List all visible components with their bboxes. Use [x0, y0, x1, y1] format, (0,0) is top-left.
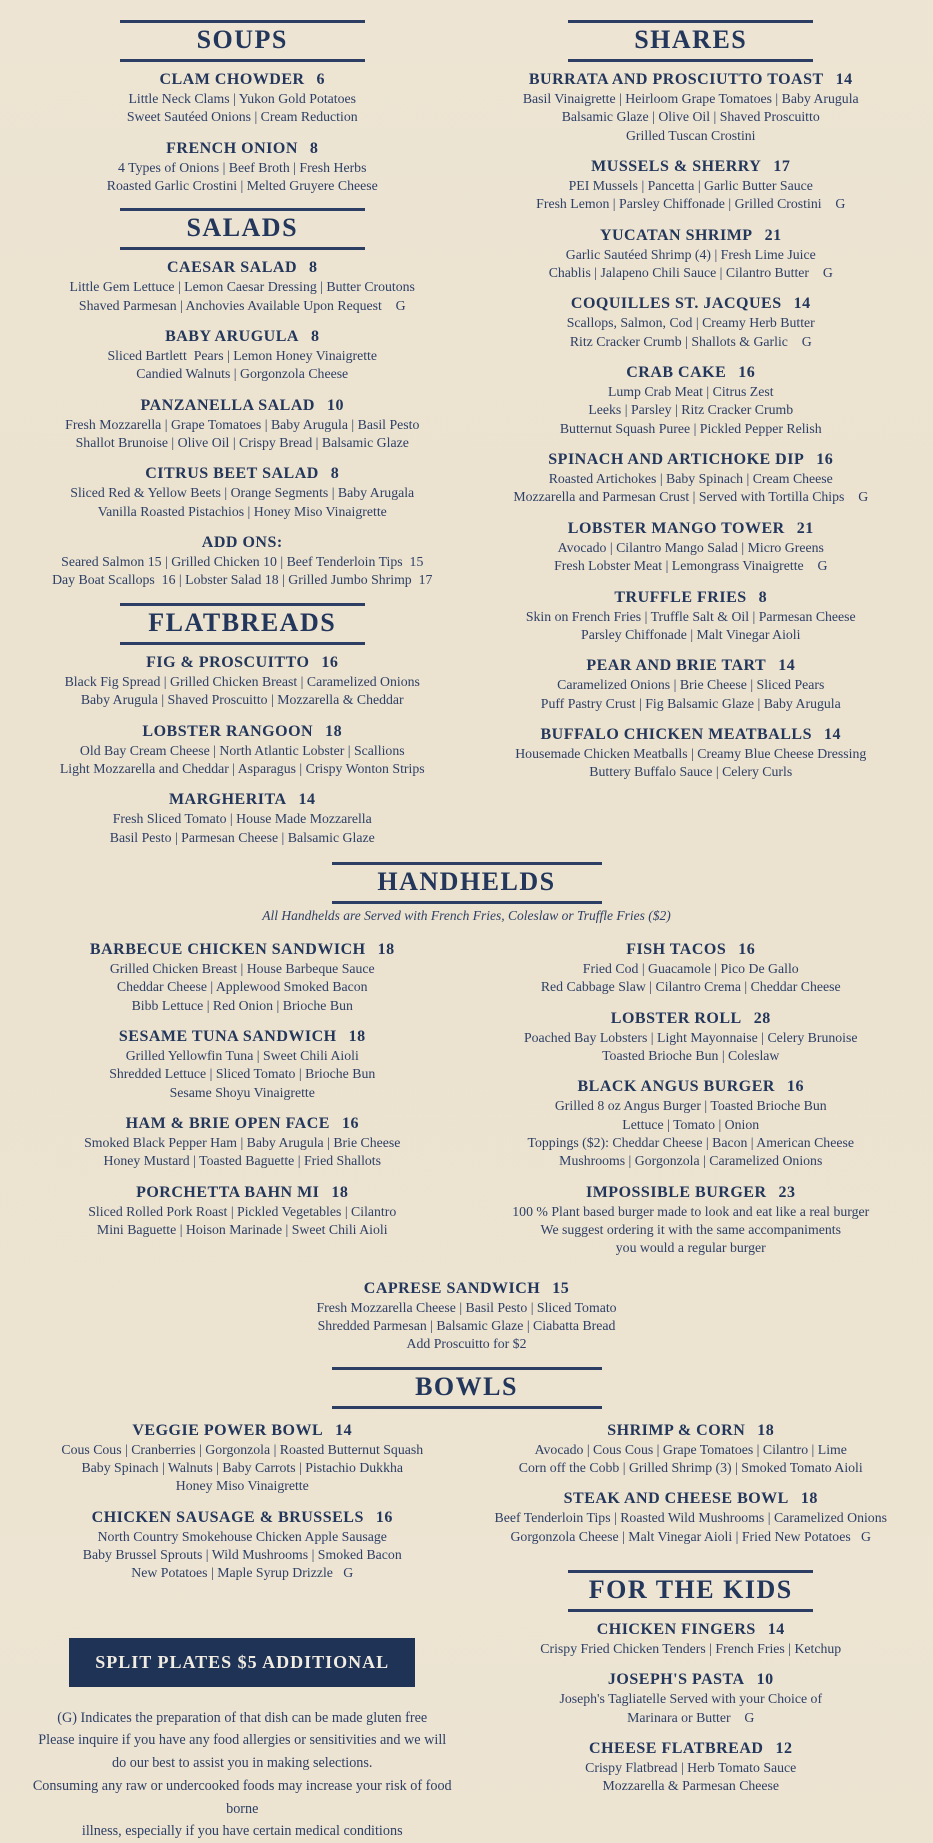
bowls-title: BOWLS [332, 1367, 602, 1409]
item-name: CAESAR SALAD [166, 259, 298, 277]
item-price: 16 [375, 1508, 393, 1526]
item-price: 18 [325, 722, 343, 740]
menu-item [24, 140, 461, 196]
item-price: 16 [738, 364, 756, 382]
item-description-line: Housemade Chicken Meatballs | Creamy Blue Cheese Dressing [515, 745, 867, 761]
item-price: 17 [773, 158, 791, 176]
item-name: HAM & BRIE OPEN FACE [125, 1114, 330, 1132]
item-price: 16 [738, 940, 756, 958]
item-name: BLACK ANGUS BURGER [577, 1078, 775, 1096]
item-name-price [473, 1422, 910, 1440]
item-description-line: Joseph's Tagliatelle Served with your Choice of [559, 1691, 823, 1707]
salads-title: SALADS [120, 208, 365, 250]
item-description-line: Old Bay Cream Cheese | North Atlantic Lobster | Scallions [79, 742, 405, 758]
item-name-price [24, 140, 461, 158]
item-name: BARBECUE CHICKEN SANDWICH [89, 940, 366, 958]
kids-section-header [473, 1570, 910, 1612]
menu-item [473, 158, 910, 214]
item-name: LOBSTER MANGO TOWER [567, 519, 785, 537]
flatbreads-title: FLATBREADS [120, 603, 365, 645]
item-price: 14 [824, 725, 841, 743]
item-description-line: Red Cabbage Slaw | Cilantro Crema | Cheddar Cheese [540, 979, 841, 995]
item-description-line: 4 Types of Onions | Beef Broth | Fresh Herbs [118, 159, 367, 175]
item-description-line: Crispy Flatbread | Herb Tomato Sauce [585, 1760, 797, 1776]
item-description-line: Marinara or Butter G [627, 1709, 755, 1725]
item-description-line: Light Mozzarella and Cheddar | Asparagus | Crispy Wonton Strips [59, 760, 425, 776]
item-description-line: Fried Cod | Guacamole | Pico De Gallo [582, 960, 799, 976]
split-plates-banner: SPLIT PLATES $5 ADDITIONAL [69, 1638, 415, 1687]
item-price: 18 [331, 1183, 349, 1201]
bowls-section-header [18, 1367, 915, 1409]
item-price: 14 [835, 71, 853, 88]
bowls-left-items [24, 1422, 461, 1583]
item-name: PANZANELLA SALAD [140, 396, 315, 414]
item-description-line: Shredded Lettuce | Sliced Tomato | Brioche Bun [109, 1066, 376, 1082]
item-description-line: Toasted Brioche Bun | Coleslaw [602, 1047, 780, 1063]
menu-item [473, 726, 910, 782]
item-description-line: Vanilla Roasted Pistachios | Honey Miso Vinaigrette [97, 503, 387, 519]
menu-item [473, 227, 910, 283]
item-price: 14 [793, 295, 811, 313]
item-name: IMPOSSIBLE BURGER [585, 1183, 767, 1201]
item-description-line: Crispy Fried Chicken Tenders | French Fries | Ketchup [540, 1641, 842, 1657]
item-name-price [473, 1078, 910, 1096]
item-name: LOBSTER RANGOON [142, 722, 314, 740]
item-name-price [24, 534, 461, 552]
menu-item [473, 1621, 910, 1658]
item-price: 8 [330, 465, 340, 483]
item-name-price [473, 71, 910, 89]
item-price: 8 [758, 588, 768, 606]
item-name: LOBSTER ROLL [610, 1009, 742, 1027]
item-name-price [24, 328, 461, 346]
item-name: JOSEPH'S PASTA [607, 1671, 745, 1689]
menu-item [24, 259, 461, 315]
salads-section-header [24, 208, 461, 250]
menu-item [18, 1280, 915, 1354]
footer-line: Please inquire if you have any food allergies or sensitivities and we will [38, 1732, 447, 1749]
item-price: 21 [764, 226, 782, 244]
handhelds-section-header [18, 862, 915, 904]
item-description-line: North Country Smokehouse Chicken Apple Sausage [97, 1528, 387, 1544]
item-description-line: Mozzarella & Parmesan Cheese [602, 1778, 780, 1794]
item-name-price [24, 654, 461, 672]
menu-item [24, 1422, 461, 1496]
item-description-line: Parsley Chiffonade | Malt Vinegar Aioli [581, 626, 801, 642]
item-description-line: Basil Vinaigrette | Heirloom Grape Tomatoes | Baby Arugula [522, 91, 859, 106]
menu-item [473, 1010, 910, 1066]
item-name: CAPRESE SANDWICH [363, 1279, 541, 1297]
soups-section-header [24, 20, 461, 62]
menu-item [24, 1115, 461, 1171]
item-description-line: Black Fig Spread | Grilled Chicken Breast | Caramelized Onions [64, 673, 420, 689]
item-name: COQUILLES ST. JACQUES [570, 295, 782, 313]
item-name: FRENCH ONION [166, 139, 298, 157]
item-name: PEAR AND BRIE TART [586, 657, 767, 675]
item-name: FIG & PROSCUITTO [146, 653, 310, 671]
item-price: 10 [326, 396, 344, 414]
item-description-line: Skin on French Fries | Truffle Salt & Oil | Parmesan Cheese [525, 608, 856, 624]
item-description-line: Balsamic Glaze | Olive Oil | Shaved Proscuitto [561, 109, 820, 125]
kids-title: FOR THE KIDS [568, 1570, 813, 1612]
footer-note [24, 1707, 461, 1843]
menu-item [473, 941, 910, 997]
item-price: 18 [757, 1421, 775, 1439]
menu-item [473, 1490, 910, 1546]
item-description-line: Grilled Chicken Breast | House Barbeque Sauce [109, 960, 375, 976]
item-price: 18 [800, 1490, 818, 1508]
menu-item [24, 1509, 461, 1583]
item-name: SPINACH AND ARTICHOKE DIP [548, 451, 805, 469]
item-price: 28 [753, 1009, 771, 1027]
item-price: 18 [348, 1027, 366, 1045]
item-name: TRUFFLE FRIES [614, 588, 747, 606]
item-description-line: Ritz Cracker Crumb | Shallots & Garlic G [569, 333, 812, 349]
item-price: 14 [298, 791, 316, 809]
item-description-line: Smoked Black Pepper Ham | Baby Arugula | Brie Cheese [84, 1134, 401, 1150]
item-description-line: Fresh Mozzarella | Grape Tomatoes | Baby Arugula | Basil Pesto [65, 416, 420, 432]
item-name-price [18, 1280, 915, 1298]
item-price: 14 [335, 1421, 353, 1439]
item-description-line: Fresh Mozzarella Cheese | Basil Pesto | Sliced Tomato [316, 1299, 617, 1315]
shares-section-header [473, 20, 910, 62]
item-name-price [473, 1490, 910, 1508]
menu-item [24, 465, 461, 521]
menu-item [473, 1671, 910, 1727]
item-name-price [473, 1740, 910, 1758]
item-description-line: Toppings ($2): Cheddar Cheese | Bacon | American Cheese [527, 1134, 854, 1150]
item-name: BUFFALO CHICKEN MEATBALLS [540, 725, 812, 743]
item-description-line: Chablis | Jalapeno Chili Sauce | Cilantro Butter G [548, 265, 833, 281]
item-name: CHEESE FLATBREAD [589, 1740, 764, 1758]
item-name-price [24, 465, 461, 483]
shares-title: SHARES [568, 20, 813, 62]
item-name: CRAB CAKE [626, 364, 727, 382]
menu-item [473, 451, 910, 507]
salads-items [24, 259, 461, 589]
item-description-line: Basil Pesto | Parmesan Cheese | Balsamic Glaze [109, 829, 375, 845]
item-price: 8 [309, 139, 319, 157]
item-price: 8 [309, 259, 318, 277]
item-description-line: Sweet Sautéed Onions | Cream Reduction [126, 109, 358, 125]
item-name-price [473, 1621, 910, 1639]
item-description-line: Avocado | Cilantro Mango Salad | Micro Greens [557, 539, 824, 555]
item-name-price [473, 657, 910, 675]
menu-item [473, 364, 910, 438]
handhelds-title: HANDHELDS [332, 862, 602, 904]
item-name: FISH TACOS [626, 940, 727, 958]
menu-item [473, 657, 910, 713]
item-name-price [473, 589, 910, 607]
item-description-line: We suggest ordering it with the same accompaniments [540, 1221, 841, 1237]
item-name-price [473, 1010, 910, 1028]
item-description-line: Grilled Tuscan Crostini [625, 127, 756, 143]
top-columns [18, 14, 915, 860]
item-name: PORCHETTA BAHN MI [136, 1183, 320, 1201]
item-description-line: Candied Walnuts | Gorgonzola Cheese [136, 366, 349, 382]
menu-item [24, 1184, 461, 1240]
item-name-price [473, 726, 910, 744]
item-description-line: Lettuce | Tomato | Onion [622, 1116, 760, 1132]
bottom-left-column [18, 1413, 467, 1843]
item-description-line: Cheddar Cheese | Applewood Smoked Bacon [116, 979, 368, 995]
item-description-line: Honey Miso Vinaigrette [175, 1478, 309, 1494]
item-name-price [24, 1422, 461, 1440]
item-description-line: Scallops, Salmon, Cod | Creamy Herb Butter [566, 315, 815, 331]
item-description-line: Corn off the Cobb | Grilled Shrimp (3) | Smoked Tomato Aioli [518, 1460, 863, 1476]
item-description-line: Sliced Red & Yellow Beets | Orange Segments | Baby Arugala [70, 485, 415, 501]
handhelds-note: All Handhelds are Served with French Fries, Coleslaw or Truffle Fries ($2) [262, 907, 671, 923]
item-price: 16 [816, 451, 834, 469]
item-name-price [24, 1509, 461, 1527]
item-name-price [473, 1184, 910, 1202]
item-description-line: Add Proscuitto for $2 [406, 1336, 527, 1352]
item-description-line: Roasted Garlic Crostini | Melted Gruyere Cheese [106, 178, 378, 194]
menu-item [473, 295, 910, 351]
item-description-line: Baby Arugula | Shaved Proscuitto | Mozzarella & Cheddar [80, 692, 404, 708]
item-description-line: Mozzarella and Parmesan Crust | Served with Tortilla Chips G [513, 489, 869, 505]
item-description-line: Garlic Sautéed Shrimp (4) | Fresh Lime Juice [565, 246, 816, 262]
item-name: ADD ONS: [201, 534, 283, 552]
item-description-line: Buttery Buffalo Sauce | Celery Curls [589, 764, 793, 780]
footer-line: illness, especially if you have certain medical conditions [81, 1823, 403, 1840]
item-description-line: Sesame Shoyu Vinaigrette [169, 1084, 315, 1100]
bottom-columns [18, 1413, 915, 1843]
menu-item [24, 328, 461, 384]
item-name: BURRATA AND PROSCIUTTO TOAST [528, 71, 824, 88]
item-description-line: Avocado | Cous Cous | Grape Tomatoes | Cilantro | Lime [534, 1441, 847, 1457]
item-description-line: Fresh Sliced Tomato | House Made Mozzarella [112, 811, 372, 827]
item-description-line: you would a regular burger [615, 1240, 766, 1256]
item-description-line: Seared Salmon 15 | Grilled Chicken 10 | Beef Tenderloin Tips 15 [61, 554, 424, 570]
item-name-price [24, 259, 461, 277]
item-name: CITRUS BEET SALAD [145, 465, 319, 483]
item-description-line: 100 % Plant based burger made to look and eat like a real burger [512, 1203, 870, 1219]
bottom-right-column [467, 1413, 916, 1843]
item-price: 12 [775, 1740, 793, 1758]
item-price: 16 [341, 1114, 359, 1132]
handhelds-center [18, 1280, 915, 1354]
item-description-line: Day Boat Scallops 16 | Lobster Salad 18 | Grilled Jumbo Shrimp 17 [52, 572, 433, 588]
item-description-line: Shallot Brunoise | Olive Oil | Crispy Bread | Balsamic Glaze [75, 435, 409, 451]
item-name-price [24, 1115, 461, 1133]
menu-item [24, 71, 461, 127]
item-description-line: New Potatoes | Maple Syrup Drizzle G [131, 1565, 354, 1581]
item-price: 15 [552, 1279, 570, 1297]
item-name-price [473, 227, 910, 245]
item-name-price [24, 71, 461, 89]
item-description-line: Gorgonzola Cheese | Malt Vinegar Aioli | Fried New Potatoes G [510, 1528, 872, 1544]
item-price: 14 [767, 1621, 785, 1639]
item-price: 16 [786, 1078, 804, 1096]
item-name: STEAK AND CHEESE BOWL [563, 1490, 789, 1508]
item-description-line: Sliced Bartlett Pears | Lemon Honey Vinaigrette [107, 348, 377, 364]
item-description-line: Caramelized Onions | Brie Cheese | Sliced Pears [557, 677, 825, 693]
menu-item [473, 589, 910, 645]
flatbreads-items [24, 654, 461, 847]
menu-item [473, 71, 910, 145]
item-description-line: Butternut Squash Puree | Pickled Pepper Relish [559, 420, 822, 436]
bowls-right-items [473, 1422, 910, 1546]
item-name-price [473, 520, 910, 538]
menu-item [24, 791, 461, 847]
item-description-line: Baby Spinach | Walnuts | Baby Carrots | Pistachio Dukkha [81, 1460, 404, 1476]
item-price: 8 [310, 328, 320, 346]
menu-item [24, 534, 461, 590]
item-name: CHICKEN SAUSAGE & BRUSSELS [91, 1508, 364, 1526]
item-name: SHRIMP & CORN [607, 1421, 746, 1439]
item-description-line: Puff Pastry Crust | Fig Balsamic Glaze | Baby Arugula [540, 695, 841, 711]
item-description-line: Fresh Lemon | Parsley Chiffonade | Grilled Crostini G [536, 196, 846, 212]
item-description-line: Poached Bay Lobsters | Light Mayonnaise | Celery Brunoise [523, 1029, 858, 1045]
item-description-line: Grilled 8 oz Angus Burger | Toasted Brioche Bun [554, 1098, 827, 1114]
handhelds-left-column [18, 932, 467, 1271]
footer-line: do our best to assist you in making selections. [112, 1755, 373, 1772]
item-description-line: PEI Mussels | Pancetta | Garlic Butter Sauce [568, 178, 813, 194]
item-description-line: Little Gem Lettuce | Lemon Caesar Dressing | Butter Croutons [69, 279, 415, 295]
item-name-price [473, 451, 910, 469]
kids-items [473, 1621, 910, 1796]
item-description-line: Bibb Lettuce | Red Onion | Brioche Bun [131, 997, 353, 1013]
right-column [467, 14, 916, 860]
menu-item [24, 1028, 461, 1102]
item-description-line: Grilled Yellowfin Tuna | Sweet Chili Aioli [125, 1047, 359, 1063]
item-price: 6 [316, 71, 326, 88]
item-name-price [473, 158, 910, 176]
soups-title: SOUPS [120, 20, 365, 62]
item-description-line: Mushrooms | Gorgonzola | Caramelized Onions [559, 1153, 823, 1169]
menu-item [24, 723, 461, 779]
left-column [18, 14, 467, 860]
item-description-line: Sliced Rolled Pork Roast | Pickled Vegetables | Cilantro [88, 1203, 397, 1219]
item-name-price [473, 1671, 910, 1689]
footer-line: (G) Indicates the preparation of that dish can be made gluten free [57, 1709, 428, 1726]
item-name-price [24, 1028, 461, 1046]
item-name-price [24, 941, 461, 959]
item-name: VEGGIE POWER BOWL [132, 1421, 324, 1439]
item-name: CLAM CHOWDER [159, 71, 305, 88]
item-description-line: Baby Brussel Sprouts | Wild Mushrooms | Smoked Bacon [82, 1547, 402, 1563]
item-description-line: Little Neck Clams | Yukon Gold Potatoes [128, 91, 357, 106]
shares-items [473, 71, 910, 782]
menu-item [473, 1184, 910, 1258]
item-name: YUCATAN SHRIMP [599, 226, 753, 244]
menu-item [473, 1422, 910, 1478]
item-price: 21 [796, 519, 814, 537]
item-name-price [473, 295, 910, 313]
item-description-line: Beef Tenderloin Tips | Roasted Wild Mushrooms | Caramelized Onions [494, 1510, 887, 1526]
handhelds-right-column [467, 932, 916, 1271]
flatbreads-section-header [24, 603, 461, 645]
item-description-line: Shredded Parmesan | Balsamic Glaze | Ciabatta Bread [317, 1318, 616, 1333]
item-price: 16 [321, 653, 339, 671]
item-description-line: Cous Cous | Cranberries | Gorgonzola | Roasted Butternut Squash [61, 1441, 424, 1457]
menu-item [473, 1740, 910, 1796]
menu-item [473, 520, 910, 576]
item-name-price [24, 1184, 461, 1202]
item-name: MARGHERITA [168, 791, 287, 809]
item-name-price [24, 791, 461, 809]
item-name-price [473, 941, 910, 959]
item-price: 10 [756, 1671, 774, 1689]
menu-item [24, 941, 461, 1015]
menu-item [473, 1078, 910, 1170]
menu-item [24, 397, 461, 453]
handhelds-columns [18, 932, 915, 1271]
item-name: MUSSELS & SHERRY [591, 158, 762, 176]
item-name-price [473, 364, 910, 382]
item-price: 23 [778, 1183, 796, 1201]
item-description-line: Honey Mustard | Toasted Baguette | Fried Shallots [103, 1153, 382, 1169]
item-description-line: Mini Baguette | Hoison Marinade | Sweet Chili Aioli [96, 1221, 388, 1237]
item-name: SESAME TUNA SANDWICH [118, 1027, 337, 1045]
footer-line: Consuming any raw or undercooked foods may increase your risk of food borne [32, 1777, 452, 1817]
item-description-line: Fresh Lobster Meat | Lemongrass Vinaigrette G [554, 558, 828, 574]
item-description-line: Leeks | Parsley | Ritz Cracker Crumb [588, 402, 794, 418]
item-name: CHICKEN FINGERS [596, 1621, 756, 1639]
item-name: BABY ARUGULA [165, 328, 299, 346]
item-price: 14 [778, 657, 796, 675]
menu-item [24, 654, 461, 710]
item-price: 18 [377, 940, 395, 958]
item-name-price [24, 723, 461, 741]
item-description-line: Lump Crab Meat | Citrus Zest [607, 384, 774, 400]
item-description-line: Roasted Artichokes | Baby Spinach | Cream Cheese [548, 471, 833, 487]
soups-items [24, 71, 461, 195]
item-description-line: Shaved Parmesan | Anchovies Available Upon Request G [78, 297, 406, 313]
item-name-price [24, 397, 461, 415]
